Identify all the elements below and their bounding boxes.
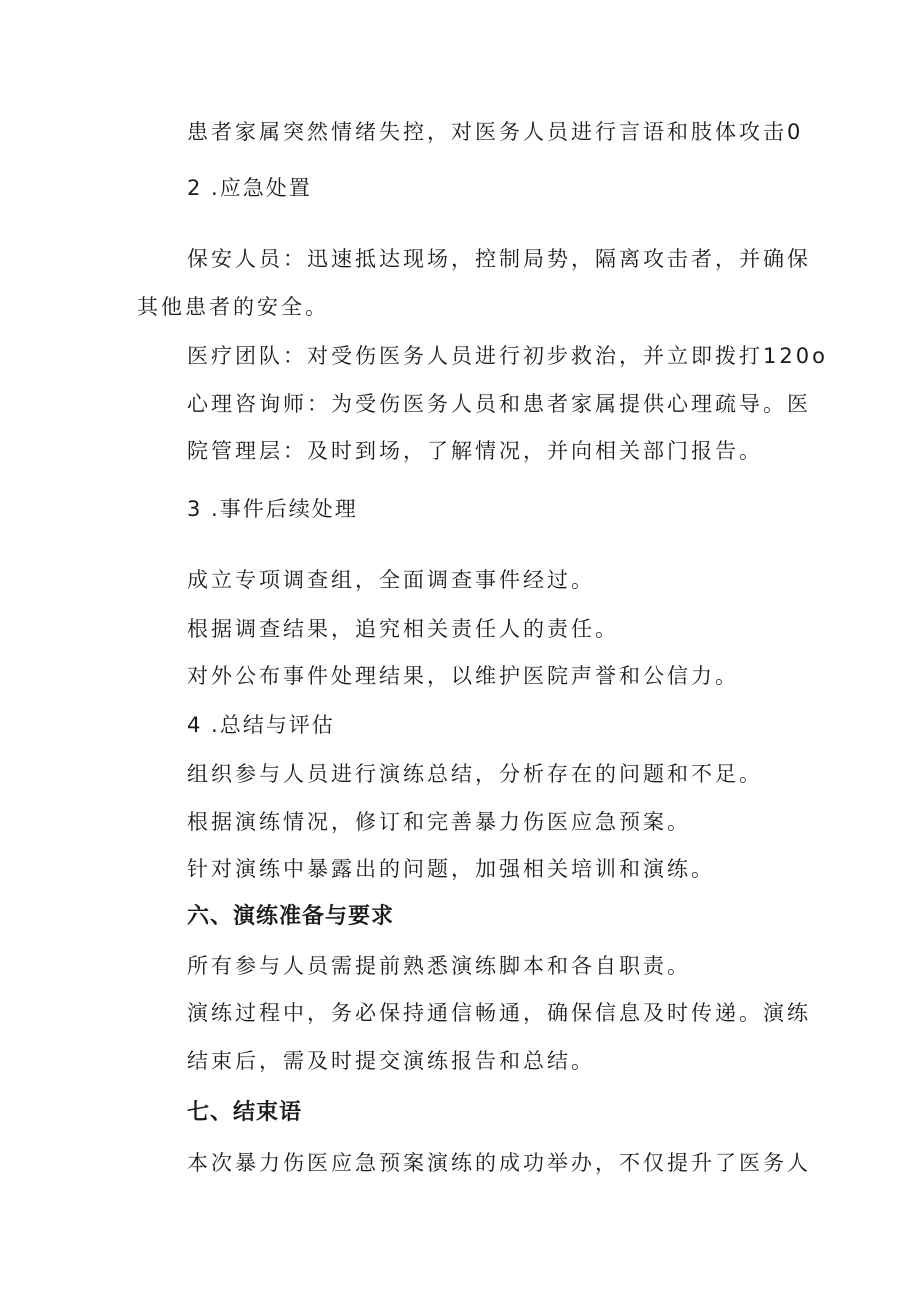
paragraph-line: 院管理层：及时到场，了解情况，并向相关部门报告。 — [187, 439, 763, 463]
paragraph-line: 成立专项调查组，全面调查事件经过。 — [187, 568, 595, 592]
paragraph-line: 组织参与人员进行演练总结，分析存在的问题和不足。 — [187, 762, 763, 786]
paragraph-line: 其他患者的安全。 — [137, 295, 329, 319]
paragraph-line: 保安人员：迅速抵达现场，控制局势，隔离攻击者，并确保 — [187, 247, 811, 271]
subsection-heading: 3 .事件后续处理 — [187, 497, 358, 521]
paragraph-line: 演练过程中，务必保持通信畅通，确保信息及时传递。演练 — [187, 1001, 811, 1025]
paragraph-line: 所有参与人员需提前熟悉演练脚本和各自职责。 — [187, 954, 691, 978]
paragraph-line: 结束后，需及时提交演练报告和总结。 — [187, 1049, 595, 1073]
paragraph-line: 患者家属突然情绪失控，对医务人员进行言语和肢体攻击0 — [187, 120, 804, 144]
paragraph-line: 对外公布事件处理结果，以维护医院声誉和公信力。 — [187, 664, 739, 688]
paragraph-line: 针对演练中暴露出的问题，加强相关培训和演练。 — [187, 857, 715, 881]
section-heading: 七、结束语 — [187, 1100, 303, 1125]
section-heading: 六、演练准备与要求 — [187, 904, 395, 929]
subsection-heading: 4 .总结与评估 — [187, 713, 335, 737]
paragraph-line: 本次暴力伤医应急预案演练的成功举办，不仅提升了医务人 — [187, 1151, 811, 1175]
paragraph-line: 根据调查结果，追究相关责任人的责任。 — [187, 617, 619, 641]
paragraph-line: 医疗团队：对受伤医务人员进行初步救治，并立即拨打120o — [187, 344, 828, 368]
paragraph-line: 根据演练情况，修订和完善暴力伤医应急预案。 — [187, 810, 691, 834]
subsection-heading: 2 .应急处置 — [187, 176, 312, 200]
paragraph-line: 心理咨询师：为受伤医务人员和患者家属提供心理疏导。医 — [187, 392, 811, 416]
